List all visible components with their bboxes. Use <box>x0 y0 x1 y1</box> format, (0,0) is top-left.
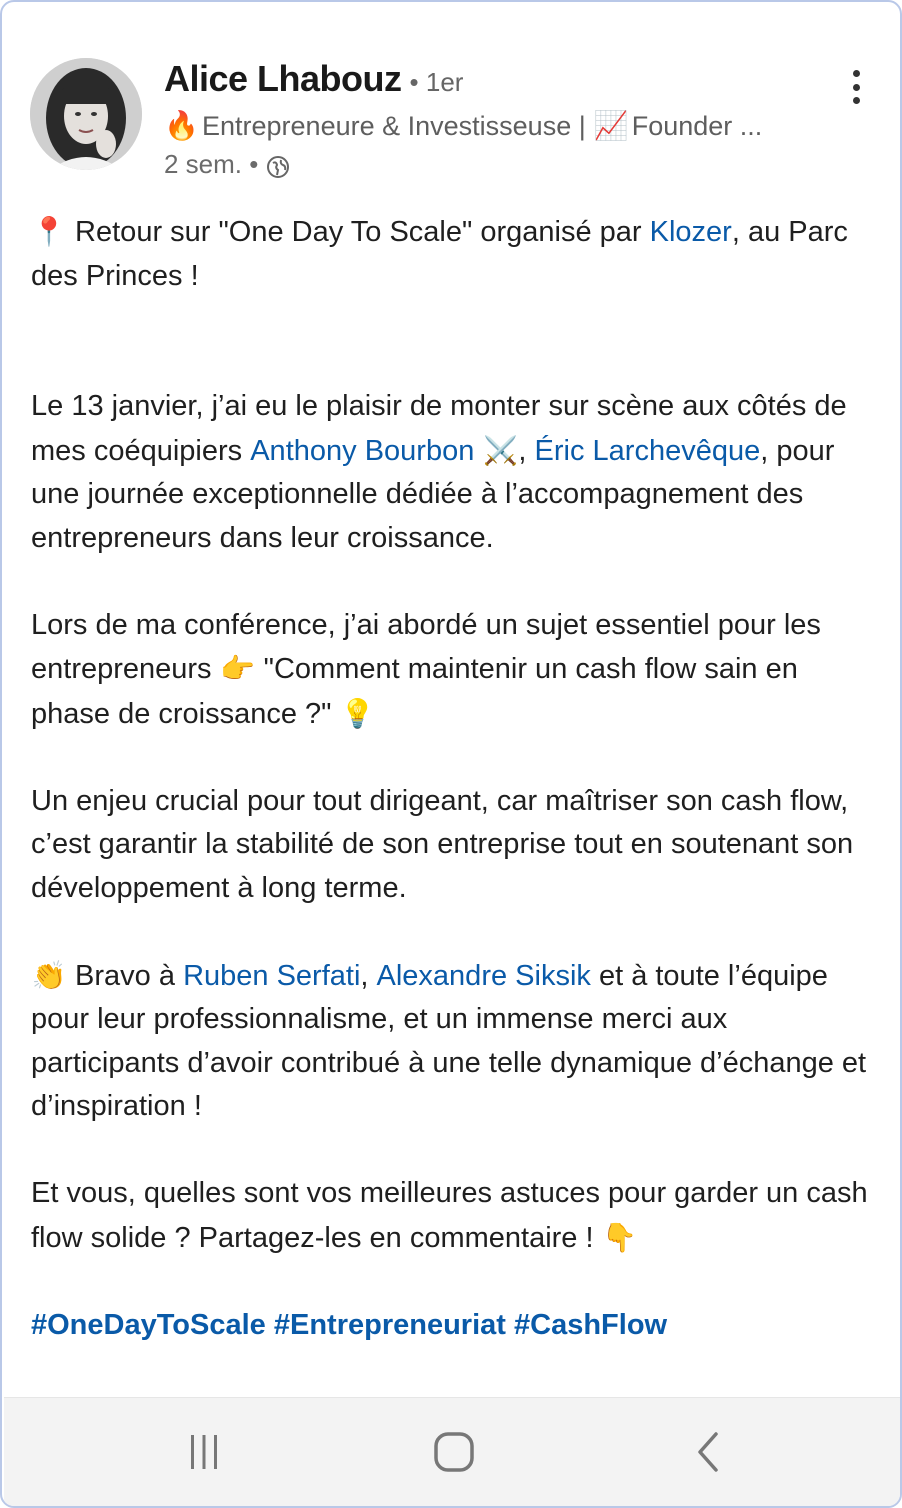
home-icon <box>432 1430 476 1474</box>
mention-eric-larcheveque[interactable]: Éric Larchevêque <box>534 434 761 467</box>
back-icon <box>694 1430 724 1474</box>
back-button[interactable] <box>684 1426 734 1478</box>
menu-dot <box>853 97 860 104</box>
mention-klozer[interactable]: Klozer <box>649 216 732 248</box>
post-text: , <box>518 434 535 467</box>
post-paragraph-6 <box>31 1172 881 1260</box>
post-paragraph-1 <box>31 210 881 298</box>
globe-icon <box>266 152 290 176</box>
author-name[interactable]: Alice Lhabouz <box>164 58 402 99</box>
post-paragraph-5 <box>31 954 881 1129</box>
more-options-button[interactable] <box>838 64 874 110</box>
post-text: Et vous, quelles sont vos meilleures astuces pour garder un cash flow solide ? Partagez-les en commentaire ! <box>31 1177 868 1254</box>
post-paragraph-3 <box>31 604 881 737</box>
clapping-hands-emoji-icon: 👏 <box>31 958 67 992</box>
hashtag-cashflow[interactable]: #CashFlow <box>514 1308 668 1341</box>
post-text: Le 13 janvier, j’ai eu le plaisir de monter sur scène aux côtés de mes coéquipiers <box>31 390 847 467</box>
post-meta <box>164 146 804 182</box>
post-body <box>31 210 881 1347</box>
paragraph-spacer <box>31 1260 881 1304</box>
paragraph-spacer <box>31 1129 881 1173</box>
author-block <box>164 58 804 182</box>
mention-alexandre-siksik[interactable]: Alexandre Siksik <box>376 959 591 992</box>
avatar[interactable] <box>30 58 142 170</box>
paragraph-spacer <box>31 910 881 954</box>
pointing-right-emoji-icon: 👉 <box>220 652 256 685</box>
post-paragraph-4: Un enjeu crucial pour tout dirigeant, car maîtriser son cash flow, c’est garantir la stabilité de son entreprise tout en soutenant son développement à long terme. <box>31 784 854 904</box>
pin-emoji-icon: 📍 <box>31 215 67 248</box>
post-text: Lors de ma conférence, j’ai abordé un sujet essentiel pour les entrepreneurs <box>31 608 821 685</box>
connection-degree: • 1er <box>409 67 464 97</box>
menu-dot <box>853 84 860 91</box>
chart-emoji-icon: 📈 <box>593 109 629 142</box>
hashtag-entrepreneuriat[interactable]: #Entrepreneuriat <box>273 1308 506 1341</box>
post-text: Bravo à <box>67 959 184 992</box>
post-time: 2 sem. • <box>164 149 259 179</box>
system-navigation-bar <box>4 1397 902 1508</box>
mention-anthony-bourbon[interactable]: Anthony Bourbon <box>250 434 475 467</box>
author-headline <box>164 106 804 146</box>
post-text: , <box>360 959 377 992</box>
mention-ruben-serfati[interactable]: Ruben Serfati <box>183 959 361 992</box>
menu-dot <box>853 70 860 77</box>
paragraph-spacer <box>31 736 881 780</box>
post-header <box>30 58 876 178</box>
fire-emoji-icon: 🔥 <box>164 109 199 142</box>
post-text: , pour une journée exceptionnelle dédiée à l’accompagnement des entrepreneurs dans leur croissance. <box>31 434 835 554</box>
hashtag-onedaytoscale[interactable]: #OneDayToScale <box>31 1308 266 1341</box>
avatar-photo-icon <box>30 58 142 170</box>
author-name-line <box>164 58 804 104</box>
post-text: , au Parc des Princes ! <box>31 216 848 292</box>
post-hashtags <box>31 1304 881 1348</box>
paragraph-spacer <box>31 298 881 385</box>
recent-apps-icon <box>184 1432 224 1472</box>
post-paragraph-2 <box>31 385 881 560</box>
crossed-swords-emoji-icon: ⚔️ <box>482 433 518 467</box>
content-viewport[interactable] <box>2 2 902 1397</box>
light-bulb-emoji-icon: 💡 <box>340 696 375 730</box>
pointing-down-emoji-icon: 👇 <box>602 1220 638 1254</box>
post-text: "Comment maintenir un cash flow sain en phase de croissance ?" <box>31 653 798 730</box>
recent-apps-button[interactable] <box>174 1426 234 1478</box>
post-text: et à toute l’équipe pour leur professionnalisme, et un immense merci aux participants d’avoir contribué à une telle dynamique d’échange et d’inspiration ! <box>31 959 867 1122</box>
headline-text-1: Entrepreneure & Investisseuse | <box>202 111 586 141</box>
headline-text-2: Founder ... <box>631 111 763 141</box>
post-text: Retour sur "One Day To Scale" organisé par <box>67 216 650 248</box>
paragraph-spacer <box>31 560 881 604</box>
home-button[interactable] <box>424 1426 484 1478</box>
